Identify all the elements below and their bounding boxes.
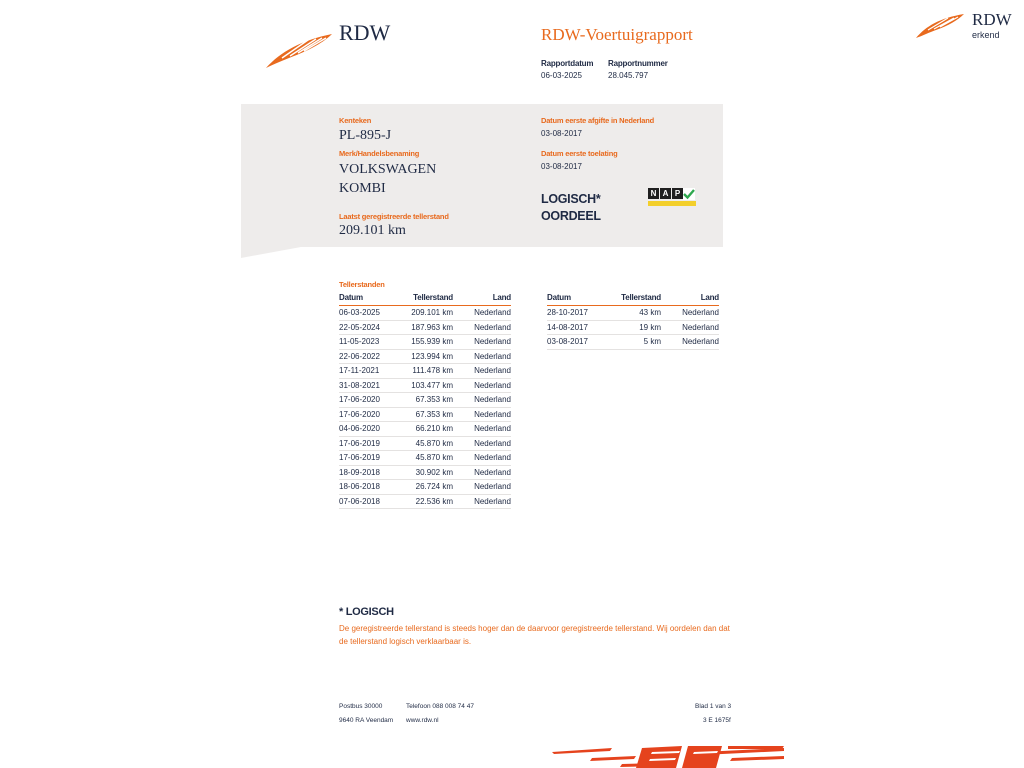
reading-km: 5 km (611, 335, 661, 350)
reading-km: 22.536 km (403, 494, 453, 509)
footer-telefoon: Telefoon 088 008 74 47 (406, 703, 474, 710)
reading-land: Nederland (453, 407, 511, 422)
table-row (339, 494, 511, 509)
table-row (547, 320, 719, 335)
reading-date: 03-08-2017 (547, 335, 611, 350)
reading-date: 14-08-2017 (547, 320, 611, 335)
tellerstanden-title: Tellerstanden (339, 280, 385, 289)
reading-date: 31-08-2021 (339, 378, 403, 393)
toelating-value: 03-08-2017 (541, 162, 582, 171)
reading-date: 18-09-2018 (339, 465, 403, 480)
reading-land: Nederland (453, 364, 511, 379)
reading-date: 17-06-2020 (339, 407, 403, 422)
tellerstand-label: Laatst geregistreerde tellerstand (339, 212, 449, 221)
header-tellerstand: Tellerstand (403, 292, 453, 306)
table-row (339, 364, 511, 379)
reading-km: 187.963 km (403, 320, 453, 335)
reading-km: 155.939 km (403, 335, 453, 350)
header-land: Land (661, 292, 719, 306)
table-row (339, 378, 511, 393)
afgifte-value: 03-08-2017 (541, 129, 582, 138)
badge-name: RDW (972, 10, 1012, 29)
header-datum: Datum (339, 292, 403, 306)
kenteken-label: Kenteken (339, 116, 372, 125)
merk-label: Merk/Handelsbenaming (339, 149, 420, 158)
table-row (339, 465, 511, 480)
reading-land: Nederland (453, 422, 511, 437)
reading-date: 22-05-2024 (339, 320, 403, 335)
nap-badge (648, 188, 696, 208)
reading-date: 11-05-2023 (339, 335, 403, 350)
logisch-note-title: * LOGISCH (339, 606, 394, 618)
table-row (339, 422, 511, 437)
table-row (339, 393, 511, 408)
reading-date: 06-03-2025 (339, 306, 403, 321)
reading-km: 19 km (611, 320, 661, 335)
reading-date: 17-06-2020 (339, 393, 403, 408)
rdw-erkend-badge (914, 10, 1018, 42)
reading-land: Nederland (453, 320, 511, 335)
reading-land: Nederland (661, 335, 719, 350)
tellerstanden-table-right (547, 292, 719, 350)
footer-website[interactable]: www.rdw.nl (406, 717, 439, 724)
header-land: Land (453, 292, 511, 306)
kenteken-value: PL-895-J (339, 128, 392, 143)
reading-land: Nederland (453, 335, 511, 350)
oordeel-line-2: OORDEEL (541, 209, 601, 223)
reading-land: Nederland (661, 320, 719, 335)
rapportnummer-value: 28.045.797 (608, 71, 649, 80)
table-row (339, 451, 511, 466)
reading-date: 18-06-2018 (339, 480, 403, 495)
table-header-row (547, 292, 719, 306)
reading-date: 17-06-2019 (339, 436, 403, 451)
reading-land: Nederland (453, 451, 511, 466)
table-row (339, 320, 511, 335)
afgifte-label: Datum eerste afgifte in Nederland (541, 116, 655, 125)
rdw-feather-icon (914, 12, 966, 40)
table-row (339, 335, 511, 350)
table-row (339, 436, 511, 451)
logo-text: RDW (339, 20, 391, 45)
reading-km: 26.724 km (403, 480, 453, 495)
reading-km: 30.902 km (403, 465, 453, 480)
reading-km: 67.353 km (403, 393, 453, 408)
reading-km: 43 km (611, 306, 661, 321)
panel-tail (241, 247, 301, 258)
tellerstanden-table-left (339, 292, 511, 509)
reading-land: Nederland (453, 393, 511, 408)
reading-date: 17-11-2021 (339, 364, 403, 379)
rapportnummer-label: Rapportnummer (608, 59, 668, 68)
nap-yellow-bar (648, 201, 696, 206)
reading-land: Nederland (453, 378, 511, 393)
reading-km: 103.477 km (403, 378, 453, 393)
nap-letter-p: P (672, 188, 683, 199)
reading-date: 22-06-2022 (339, 349, 403, 364)
reading-km: 45.870 km (403, 436, 453, 451)
footer-postcode: 9640 RA Veendam (339, 717, 394, 724)
table-row (547, 306, 719, 321)
report-title: RDW-Voertuigrapport (541, 25, 693, 44)
nap-letter-a: A (660, 188, 671, 199)
type-value: KOMBI (339, 181, 386, 196)
badge-subtitle: erkend (972, 30, 1000, 40)
reading-date: 04-06-2020 (339, 422, 403, 437)
table-row (339, 480, 511, 495)
footer-code: 3 E 1675f (703, 717, 731, 724)
reading-land: Nederland (453, 436, 511, 451)
rapportdatum-label: Rapportdatum (541, 59, 594, 68)
table-header-row (339, 292, 511, 306)
footer-page-number: Blad 1 van 3 (695, 703, 732, 710)
logisch-note-text: De geregistreerde tellerstand is steeds hoger dan de daarvoor geregistreerde tellerstand. Wij oordelen dan dat de tellerstand logisch verklaarbaar is. (339, 624, 730, 646)
table-row (339, 407, 511, 422)
table-row (339, 306, 511, 321)
reading-km: 66.210 km (403, 422, 453, 437)
footer-postbus: Postbus 30000 (339, 703, 383, 710)
merk-value: VOLKSWAGEN (339, 162, 437, 177)
reading-land: Nederland (661, 306, 719, 321)
reading-date: 07-06-2018 (339, 494, 403, 509)
reading-km: 45.870 km (403, 451, 453, 466)
toelating-label: Datum eerste toelating (541, 149, 618, 158)
rapportdatum-value: 06-03-2025 (541, 71, 582, 80)
reading-land: Nederland (453, 349, 511, 364)
table-row (339, 349, 511, 364)
oordeel-verdict (541, 191, 641, 225)
header-tellerstand: Tellerstand (611, 292, 661, 306)
reading-land: Nederland (453, 306, 511, 321)
tellerstand-value: 209.101 km (339, 223, 406, 238)
reading-km: 111.478 km (403, 364, 453, 379)
nap-letter-n: N (648, 188, 659, 199)
rdw-logo-icon (264, 30, 334, 72)
table-row (547, 335, 719, 350)
reading-km: 123.994 km (403, 349, 453, 364)
oordeel-line-1: LOGISCH* (541, 192, 601, 206)
reading-date: 28-10-2017 (547, 306, 611, 321)
check-icon (683, 188, 695, 200)
vehicle-info-panel (241, 104, 723, 247)
decorative-stripes (552, 744, 784, 768)
reading-land: Nederland (453, 480, 511, 495)
reading-land: Nederland (453, 465, 511, 480)
header-datum: Datum (547, 292, 611, 306)
reading-land: Nederland (453, 494, 511, 509)
reading-km: 209.101 km (403, 306, 453, 321)
reading-date: 17-06-2019 (339, 451, 403, 466)
reading-km: 67.353 km (403, 407, 453, 422)
